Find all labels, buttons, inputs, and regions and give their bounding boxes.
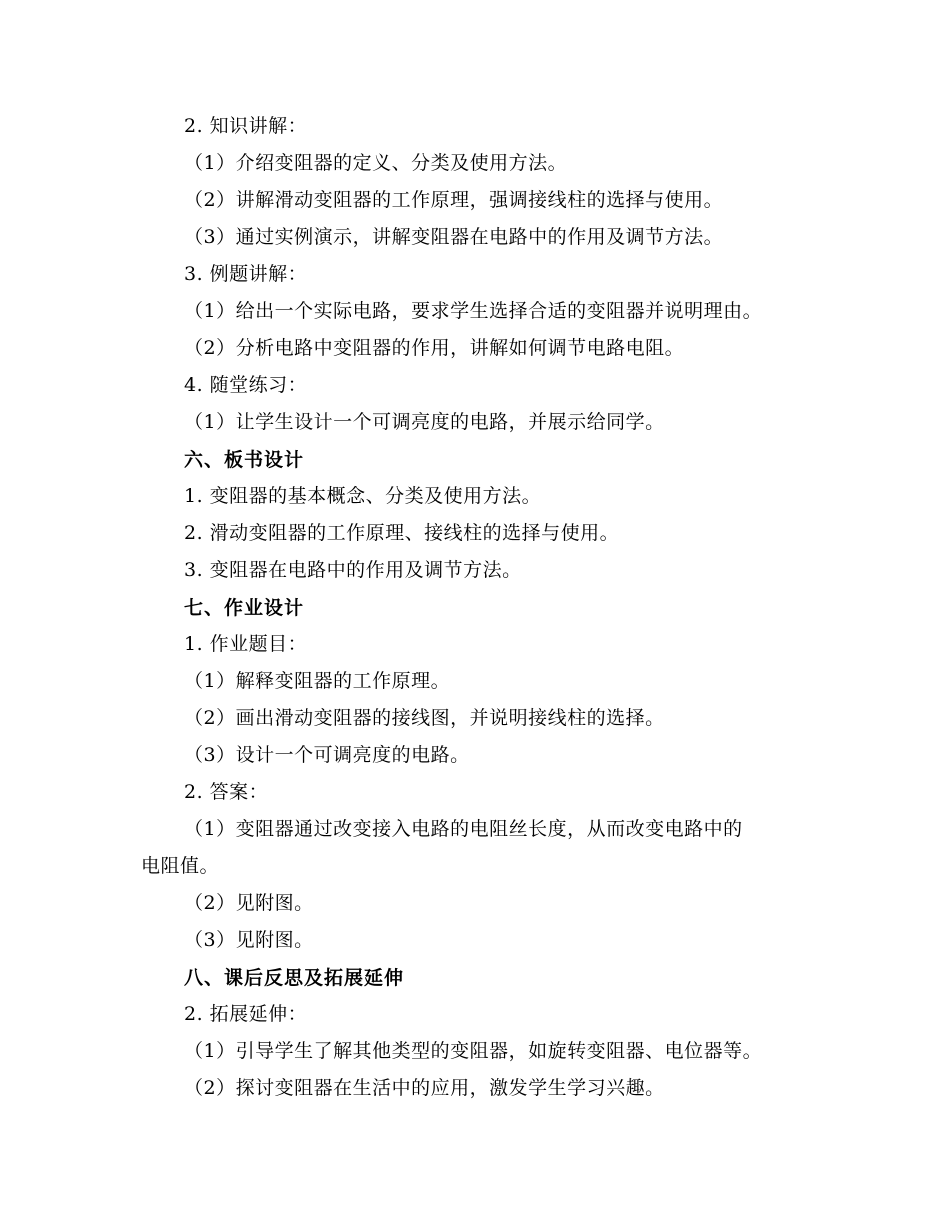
list-item-extension: 2. 拓展延伸： [184,1003,308,1025]
list-subitem: （1）让学生设计一个可调亮度的电路，并展示给同学。 [184,411,665,433]
list-item: 3. 变阻器在电路中的作用及调节方法。 [184,559,522,581]
section-heading-homework-design: 七、作业设计 [184,597,305,619]
list-subitem: （3）见附图。 [184,929,314,951]
list-item-class-practice: 4. 随堂练习： [184,374,308,396]
list-item-example-explanation: 3. 例题讲解： [184,263,308,285]
list-item: 1. 变阻器的基本概念、分类及使用方法。 [184,485,542,507]
list-subitem: （1）给出一个实际电路，要求学生选择合适的变阻器并说明理由。 [184,300,763,322]
list-subitem: （3）通过实例演示，讲解变阻器在电路中的作用及调节方法。 [184,226,724,248]
list-subitem: （2）探讨变阻器在生活中的应用，激发学生学习兴趣。 [184,1077,665,1099]
list-subitem: （1）变阻器通过改变接入电路的电阻丝长度，从而改变电路中的 [184,818,743,840]
list-item-answers: 2. 答案： [184,781,269,803]
list-subitem-continuation: 电阻值。 [141,855,220,877]
list-subitem: （1）解释变阻器的工作原理。 [184,670,451,692]
list-item: 2. 滑动变阻器的工作原理、接线柱的选择与使用。 [184,522,620,544]
list-subitem: （1）介绍变阻器的定义、分类及使用方法。 [184,152,568,174]
list-subitem: （2）讲解滑动变阻器的工作原理，强调接线柱的选择与使用。 [184,189,724,211]
list-subitem: （2）见附图。 [184,892,314,914]
list-subitem: （1）引导学生了解其他类型的变阻器，如旋转变阻器、电位器等。 [184,1040,763,1062]
section-heading-board-design: 六、板书设计 [184,449,305,471]
list-subitem: （2）画出滑动变阻器的接线图，并说明接线柱的选择。 [184,707,665,729]
section-heading-reflection-extension: 八、课后反思及拓展延伸 [184,967,405,989]
list-subitem: （2）分析电路中变阻器的作用，讲解如何调节电路电阻。 [184,337,685,359]
list-item-homework-questions: 1. 作业题目： [184,633,308,655]
list-subitem: （3）设计一个可调亮度的电路。 [184,744,470,766]
list-item-knowledge-explanation: 2. 知识讲解： [184,115,308,137]
